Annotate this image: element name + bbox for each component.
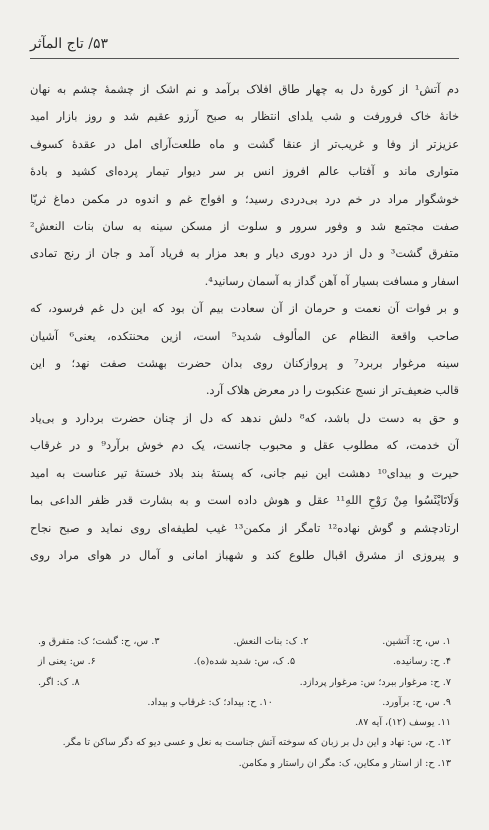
text-line: صفت مجتمع شد و وفور سرور و سلوت از مسکن سینه به سان بنات النعش²	[30, 219, 459, 234]
running-head: ۵۳/ تاج المآثر	[30, 36, 108, 52]
text-line: حیرت و بیدای¹⁰ دهشت این نیم جانی، که پستهٔ بند بلاد خستهٔ تیر عناست به امید	[30, 465, 459, 480]
paragraph-3	[30, 405, 459, 569]
text-line: دم آتش¹ از کورهٔ دل به چهار طاق افلاک برآمد و نم اشک از چشمهٔ چشم به نهان	[30, 82, 459, 96]
text-line: ارتادچشم و گوش نهاده¹² تامگر از مکمن¹³ غیب لطیفه‌ای روی نماید و صبح نجاح	[30, 520, 459, 535]
page-header	[30, 34, 459, 59]
footnote: ۱۳. ح: از استار و مکاین، ک: مگر ان راستار و مکامن.	[238, 757, 451, 769]
footnote-row	[38, 652, 451, 672]
footnote: ۱۲. ح، س: نهاد و این دل بر زبان که سوخته آتش جناست به نعل و عسی دیو که دگر ساکن تا مگر.	[62, 737, 451, 749]
footnote: ۶. س: یعنی از	[38, 656, 96, 668]
text-line: و پیروزی از مشرق اقبال طلوع کند و شهباز امانی و آمال در هوای مراد روی	[30, 547, 459, 562]
text-line: قالب ضعیف‌تر از نسج عنکبوت را در معرض هلاک آرد.	[205, 383, 459, 398]
text-line: و بر فوات آن نعمت و حرمان از آن سعادت بیم آن بود که این دل غم فرسود، که	[30, 301, 459, 316]
footnote: ۳. س، ح: گشت؛ ک: متفرق و.	[38, 636, 160, 647]
footnote: ۹. س، ح: برآورد.	[382, 696, 451, 708]
text-line: وَلَاتَایْئَسُوا مِنْ رَوْحِ اللهِ¹¹ عقل و هوش داده است و به بشارت قدر ظفر الداعی بما	[30, 493, 459, 508]
text-line: خوشگوار مراد در خم درد بی‌دردی رسید؛ و افواج غم و اندوه در مکمن دماغ ثریّا	[30, 191, 459, 206]
text-line: متواری ماند و آفتاب عالم افروز انس بر سر دیوار تیمار پرده‌ای کشید و بادهٔ	[30, 164, 459, 179]
text-line: و حق به دست دل باشد، که⁸ دلش ندهد که دل از چنان حضرت بردارد و بی‌یاد	[30, 410, 459, 425]
footnote: ۷. ح: مرغوار ببرد؛ س: مرغوار پردازد.	[299, 676, 451, 688]
footnotes	[38, 632, 451, 774]
text-line: متفرق گشت³ و دل از درد دوری دیار و بعد مزار به فریاد آمد و جان از رنج تمادی	[30, 246, 459, 261]
footnote: ۴. ح: رسانیده.	[392, 656, 451, 668]
text-line: صاحب واقعة النظام عن المألوف شدید⁵ است، ازین محنتکده، یعنی⁶ آشیان	[30, 328, 459, 343]
footnote: ۱. س، ح: آتشین.	[382, 636, 451, 647]
text-line: اسفار و مسافت بسیار آه آهن گداز به آسمان رسانید⁴.	[204, 273, 459, 288]
footnote-row	[38, 693, 451, 713]
footnote: ۵. ک، س: شدید شده(ه).	[193, 656, 296, 668]
body-text	[30, 76, 459, 569]
footnote: ۲. ک: بنات النعش.	[233, 636, 309, 647]
text-line: آن خدمت، که مطلوب عقل و محبوب جانست، یک دم خوش برآرد⁹ و در غرقاب	[30, 438, 459, 453]
text-line: خانهٔ خاک فرورفت و شب یلدای انتظار به صبح آرزو عقیم شد و روز بازار امید	[30, 109, 459, 124]
footnote-row	[38, 673, 451, 693]
footnote-row	[38, 632, 451, 652]
footnote: ۸. ک: اگر.	[38, 676, 80, 688]
footnote: ۱۰. ح: بیداد؛ ک: غرقاب و بیداد.	[147, 696, 273, 708]
footnote: ۱۱. یوسف (۱۲)، آیه ۸۷.	[355, 717, 451, 729]
text-line: سینه مرغوار بربرد⁷ و پروازکنان روی بدان حضرت بهشت صفت نهد؛ و این	[30, 356, 459, 371]
paragraph-2	[30, 295, 459, 405]
text-line: عزیزتر از وفا و غریب‌تر از عنقا گشت و ماه طلعت‌آرای امل در عقدهٔ کسوف	[30, 136, 459, 151]
paragraph-1	[30, 76, 459, 295]
